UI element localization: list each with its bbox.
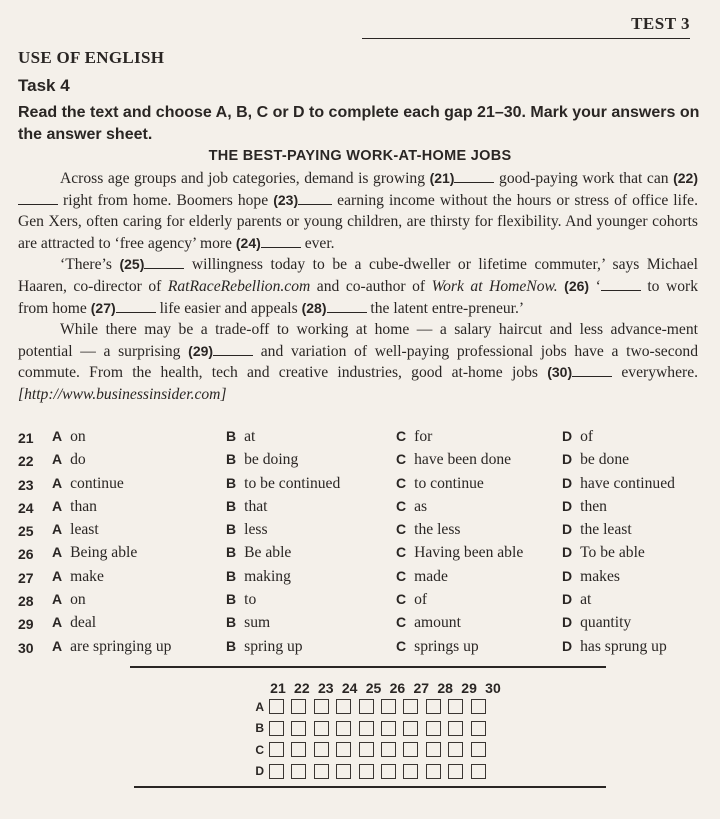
option-text: as (414, 497, 428, 515)
answer-checkbox[interactable] (269, 721, 284, 736)
option-letter: D (562, 428, 573, 444)
answer-sheet-top-rule (130, 666, 606, 668)
question-number: 27 (18, 569, 34, 586)
passage-text: to work from home (18, 277, 698, 317)
text-title: THE BEST-PAYING WORK-AT-HOME JOBS (208, 148, 512, 164)
answer-checkbox[interactable] (336, 764, 351, 779)
option-letter: A (52, 521, 63, 538)
option-text: have continued (580, 474, 675, 492)
option-letter: A (52, 451, 63, 468)
option-text: are springing up (70, 637, 172, 655)
gap-blank-24 (261, 233, 301, 248)
question-number: 26 (18, 546, 34, 563)
option-letter: C (396, 567, 407, 584)
option-a (52, 568, 104, 586)
answer-checkbox[interactable] (448, 764, 463, 779)
answer-checkbox[interactable] (381, 764, 396, 779)
option-text: deal (70, 614, 97, 632)
option-c (396, 428, 432, 446)
answer-checkbox[interactable] (359, 764, 374, 779)
answer-checkbox[interactable] (314, 742, 329, 757)
option-text: on (70, 591, 86, 609)
option-b (226, 614, 270, 632)
option-d (562, 544, 645, 562)
option-a (52, 451, 86, 469)
answer-checkbox[interactable] (381, 742, 396, 757)
passage-text: While there may be a trade-off to working at home — a salary haircut and less advance-ment potential — a surprising (18, 321, 698, 360)
option-row (18, 449, 708, 472)
passage-text: the latent entre-preneur.’ (370, 299, 525, 317)
option-a (52, 475, 124, 493)
passage-text: Across age groups and job categories, demand is growing (60, 170, 426, 187)
option-d (562, 521, 632, 539)
gap-number-29: (29) (188, 342, 214, 359)
option-d (562, 614, 631, 632)
answer-checkbox[interactable] (269, 742, 284, 757)
answer-sheet-grid (252, 696, 505, 782)
option-d (562, 498, 607, 516)
option-row (18, 612, 708, 635)
option-text: on (70, 428, 86, 445)
answer-sheet-row-letter: A (255, 699, 264, 714)
option-text: continue (70, 474, 124, 492)
question-number: 22 (18, 453, 34, 470)
option-text: be doing (244, 451, 299, 469)
gap-blank-22 (18, 190, 58, 205)
header-rule (362, 38, 690, 39)
option-b (226, 475, 340, 493)
option-letter: D (562, 497, 573, 514)
source-citation: [http://www.businessinsider.com] (18, 385, 227, 403)
option-d (562, 591, 591, 609)
option-b (226, 591, 256, 609)
option-text: quantity (580, 614, 632, 632)
answer-sheet-column-number: 26 (389, 680, 406, 696)
option-b (226, 568, 291, 586)
answer-checkbox[interactable] (471, 764, 486, 779)
answer-checkbox[interactable] (314, 721, 329, 736)
answer-checkbox[interactable] (471, 699, 486, 714)
option-text: Be able (244, 544, 292, 562)
option-text: spring up (244, 637, 303, 655)
option-letter: A (52, 497, 63, 514)
answer-sheet-column-number: 24 (341, 680, 358, 696)
option-row (18, 542, 708, 565)
gap-blank-21 (454, 168, 494, 183)
gap-number-26: (26) (564, 277, 590, 294)
gap-blank-28 (327, 298, 367, 313)
option-c (396, 475, 484, 493)
answer-sheet-column-number: 23 (317, 680, 334, 696)
task-title: Task 4 (18, 76, 70, 95)
answer-checkbox[interactable] (269, 699, 284, 714)
answer-checkbox[interactable] (314, 699, 329, 714)
passage-text: earning income without the hours or stress of office life. Gen Xers, often caring for elderly parents or young children, are thirsty for flexibility. And younger cohorts are attracted to ‘free agency’ more (18, 191, 698, 252)
option-letter: B (226, 474, 237, 491)
option-d (562, 568, 620, 586)
option-row (18, 496, 708, 519)
passage-text: good-paying work that can (499, 170, 669, 187)
passage-paragraph-1 (18, 168, 698, 254)
option-letter: D (562, 637, 573, 654)
option-a (52, 544, 137, 562)
option-text: be done (580, 451, 630, 469)
option-text: that (244, 497, 268, 515)
option-text: of (580, 428, 594, 445)
option-letter: C (396, 521, 407, 538)
quote-mark: ‘ (595, 277, 601, 295)
passage-text: willingness today to be a cube-dweller or lifetime commuter,’ says Michael Haaren, co-director of (18, 256, 698, 295)
option-letter: A (52, 637, 63, 654)
passage-text: everywhere. (621, 364, 699, 382)
gap-blank-23 (298, 190, 332, 205)
option-c (396, 521, 460, 539)
answer-checkbox[interactable] (336, 742, 351, 757)
option-letter: A (52, 428, 63, 444)
answer-checkbox[interactable] (426, 742, 441, 757)
question-number: 25 (18, 523, 34, 540)
answer-checkbox[interactable] (426, 699, 441, 714)
answer-checkbox[interactable] (359, 742, 374, 757)
option-a (52, 498, 97, 516)
option-c (396, 638, 479, 656)
answer-sheet-bottom-rule (134, 786, 606, 788)
option-letter: D (562, 567, 573, 584)
book-title: Work at HomeNow. (431, 277, 558, 295)
gap-number-23: (23) (273, 191, 299, 208)
answer-checkbox[interactable] (471, 742, 486, 757)
question-number: 28 (18, 593, 34, 610)
option-b (226, 521, 268, 539)
gap-number-27: (27) (90, 299, 116, 316)
answer-sheet-header (266, 680, 505, 696)
option-text: sum (244, 614, 271, 632)
task-instructions: Read the text and choose A, B, C or D to complete each gap 21–30. Mark your answers on the answer sheet. (18, 104, 700, 143)
option-letter: D (562, 521, 573, 538)
option-text: amount (414, 614, 461, 632)
option-letter: B (226, 544, 237, 561)
option-b (226, 498, 268, 516)
answer-checkbox[interactable] (291, 721, 306, 736)
answer-checkbox[interactable] (291, 764, 306, 779)
option-text: least (70, 521, 99, 539)
answer-checkbox[interactable] (381, 721, 396, 736)
answer-sheet-column-number: 21 (270, 680, 286, 696)
answer-sheet-column-number: 25 (365, 680, 382, 696)
option-letter: A (52, 614, 63, 631)
answer-checkbox[interactable] (336, 699, 351, 714)
option-text: have been done (414, 451, 512, 469)
answer-checkbox[interactable] (314, 764, 329, 779)
answer-checkbox[interactable] (403, 764, 418, 779)
option-letter: C (396, 428, 407, 444)
answer-sheet-column-number: 22 (294, 680, 310, 696)
option-letter: C (396, 497, 407, 514)
option-a (52, 428, 86, 446)
option-letter: D (562, 591, 573, 608)
option-letter: A (52, 474, 63, 491)
gap-blank-27 (116, 298, 156, 313)
option-row (18, 589, 708, 612)
answer-checkbox[interactable] (426, 721, 441, 736)
option-letter: A (52, 544, 63, 561)
option-text: the less (414, 521, 461, 539)
option-a (52, 638, 171, 656)
option-text: to be continued (244, 474, 341, 492)
gap-number-24: (24) (235, 234, 261, 251)
option-letter: B (226, 428, 237, 444)
answer-checkbox[interactable] (291, 699, 306, 714)
passage-text: and co-author of (316, 277, 426, 295)
option-letter: B (226, 567, 237, 584)
option-text: makes (580, 567, 620, 585)
answer-sheet-row (252, 718, 505, 740)
answer-sheet-row (252, 739, 505, 761)
option-d (562, 475, 675, 493)
option-text: make (70, 567, 104, 585)
answer-sheet-row-letter: B (255, 721, 264, 736)
answer-checkbox[interactable] (291, 742, 306, 757)
option-letter: D (562, 474, 573, 491)
option-b (226, 544, 291, 562)
option-a (52, 614, 96, 632)
gap-number-22: (22) (673, 170, 698, 186)
option-row (18, 519, 708, 542)
option-d (562, 428, 593, 446)
passage-paragraph-2 (18, 254, 698, 319)
answer-checkbox[interactable] (381, 699, 396, 714)
option-letter: C (396, 451, 407, 468)
option-letter: B (226, 521, 237, 538)
answer-sheet-row-letter: D (255, 764, 264, 779)
answer-checkbox[interactable] (426, 764, 441, 779)
option-text: for (414, 428, 433, 445)
question-number: 30 (18, 639, 34, 656)
option-b (226, 638, 303, 656)
question-number: 23 (18, 476, 34, 493)
option-a (52, 591, 86, 609)
answer-checkbox[interactable] (448, 699, 463, 714)
answer-checkbox[interactable] (471, 721, 486, 736)
question-number: 24 (18, 499, 34, 516)
answer-checkbox[interactable] (403, 742, 418, 757)
passage-text: and variation of well-paying professional jobs have a two-second commute. From the health, tech and creative industries, good at-home jobs (18, 342, 699, 382)
gap-number-30: (30) (547, 364, 573, 381)
option-text: than (70, 497, 97, 515)
option-text: then (580, 497, 607, 515)
option-letter: B (226, 591, 237, 608)
gap-blank-25 (144, 254, 184, 269)
section-title: USE OF ENGLISH (18, 48, 165, 67)
option-row (18, 636, 708, 659)
option-letter: C (396, 614, 407, 631)
option-b (226, 428, 255, 446)
option-letter: C (396, 637, 407, 654)
gap-blank-30 (572, 362, 612, 377)
option-text: To be able (580, 544, 645, 562)
option-b (226, 451, 298, 469)
option-c (396, 451, 511, 469)
answer-checkbox[interactable] (448, 742, 463, 757)
option-d (562, 638, 667, 656)
option-text: do (70, 451, 86, 469)
option-letter: C (396, 474, 407, 491)
answer-options (18, 426, 708, 659)
option-letter: B (226, 637, 237, 654)
option-letter: B (226, 614, 237, 631)
answer-checkbox[interactable] (269, 764, 284, 779)
option-row (18, 566, 708, 589)
gap-number-21: (21) (429, 170, 455, 186)
answer-sheet-column-number: 28 (437, 680, 453, 696)
answer-sheet-column-number: 27 (413, 680, 430, 696)
test-label: TEST 3 (631, 14, 690, 33)
option-letter: A (52, 567, 63, 584)
gap-number-28: (28) (301, 299, 327, 316)
passage-text: ‘There’s (60, 256, 112, 274)
option-letter: C (396, 544, 407, 561)
answer-checkbox[interactable] (403, 699, 418, 714)
option-row (18, 473, 708, 496)
website-name: RatRaceRebellion.com (167, 277, 311, 295)
option-text: at (580, 591, 592, 609)
answer-sheet-row (252, 696, 505, 718)
option-text: to continue (414, 474, 484, 492)
option-text: less (244, 521, 268, 539)
question-number: 21 (18, 430, 34, 446)
gap-number-25: (25) (119, 256, 145, 273)
option-letter: D (562, 544, 573, 561)
option-letter: C (396, 591, 407, 608)
option-text: Being able (70, 544, 138, 562)
passage-text: life easier and appeals (159, 299, 298, 317)
option-text: the least (580, 521, 632, 539)
answer-sheet-column-number: 30 (485, 680, 501, 696)
option-letter: D (562, 614, 573, 631)
option-letter: B (226, 497, 237, 514)
option-text: at (244, 428, 256, 445)
answer-sheet (252, 680, 505, 782)
option-text: making (244, 567, 291, 585)
answer-sheet-row-letter: C (255, 742, 264, 757)
option-row (18, 426, 708, 449)
option-text: Having been able (414, 544, 524, 562)
passage-text: right from home. Boomers hope (63, 191, 269, 209)
option-c (396, 614, 461, 632)
answer-checkbox[interactable] (336, 721, 351, 736)
option-c (396, 568, 448, 586)
answer-checkbox[interactable] (359, 721, 374, 736)
option-text: of (414, 591, 428, 609)
option-c (396, 591, 427, 609)
reading-passage (18, 168, 698, 406)
option-letter: D (562, 451, 573, 468)
question-number: 29 (18, 616, 34, 633)
option-letter: B (226, 451, 237, 468)
option-text: has sprung up (580, 637, 667, 655)
answer-checkbox[interactable] (448, 721, 463, 736)
option-text: springs up (414, 637, 479, 655)
gap-blank-29 (213, 341, 253, 356)
answer-sheet-column-number: 29 (461, 680, 477, 696)
option-c (396, 498, 427, 516)
option-c (396, 544, 523, 562)
answer-sheet-row (252, 761, 505, 783)
option-text: made (414, 567, 448, 585)
passage-paragraph-3 (18, 319, 698, 405)
answer-checkbox[interactable] (359, 699, 374, 714)
option-letter: A (52, 591, 63, 608)
passage-text: ever. (304, 234, 335, 252)
option-a (52, 521, 99, 539)
option-d (562, 451, 629, 469)
option-text: to (244, 591, 257, 609)
answer-checkbox[interactable] (403, 721, 418, 736)
gap-blank-26 (601, 276, 641, 291)
